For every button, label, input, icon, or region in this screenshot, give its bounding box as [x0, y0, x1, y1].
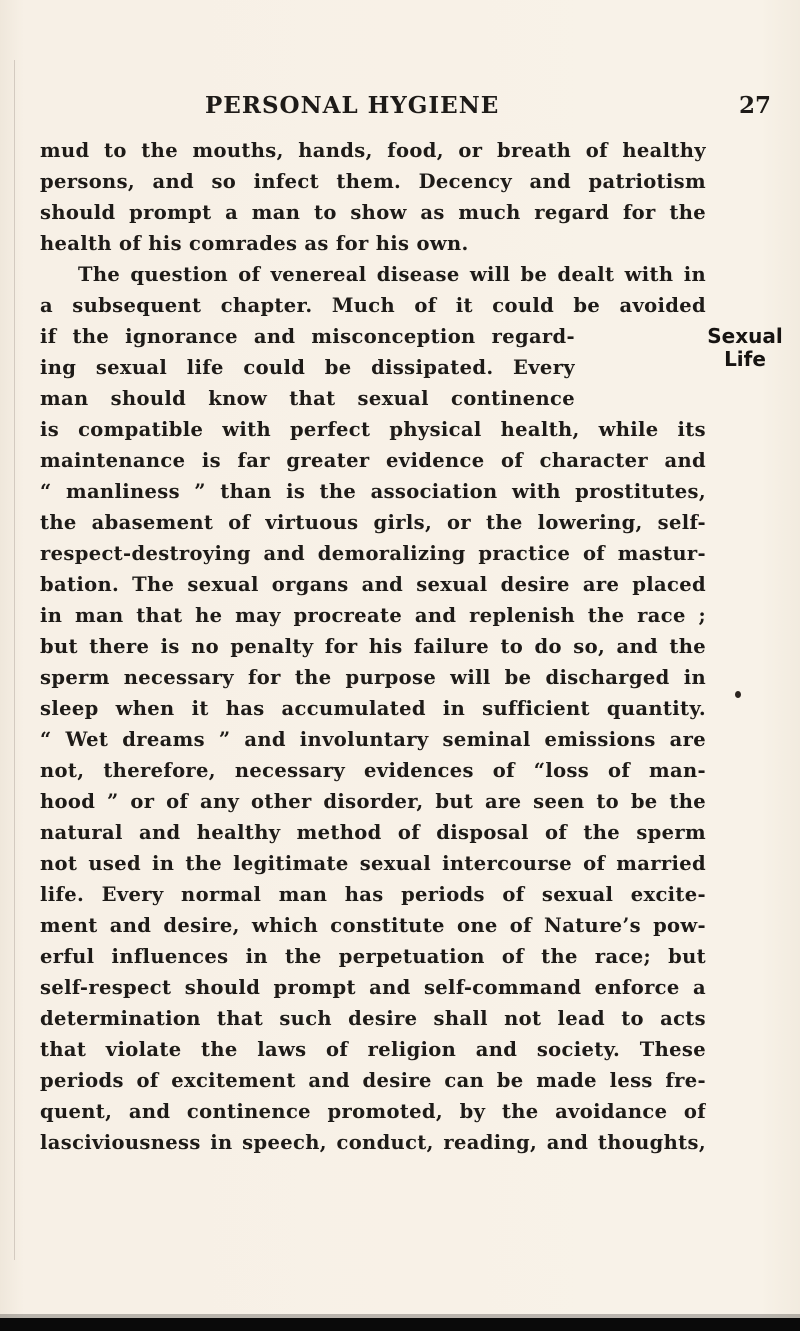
- text-line: should prompt a man to show as much regard for the: [40, 201, 706, 224]
- margin-note: [707, 325, 783, 371]
- text-line: “ manliness ” than is the association with prostitutes,: [40, 480, 706, 503]
- page-edge-line: [14, 60, 15, 1260]
- text-line: natural and healthy method of disposal of the sperm: [40, 821, 706, 844]
- text-line: self-respect should prompt and self-command enforce a: [40, 976, 706, 999]
- text-line: man should know that sexual continence: [40, 387, 575, 410]
- margin-note-line: Sexual: [707, 324, 783, 348]
- text-line: sperm necessary for the purpose will be discharged in: [40, 666, 706, 689]
- text-line: The question of venereal disease will be dealt with in: [78, 263, 706, 286]
- text-line: if the ignorance and misconception regard-: [40, 325, 575, 348]
- text-line: in man that he may procreate and replenish the race ;: [40, 604, 706, 627]
- ink-speck: [735, 691, 741, 698]
- text-line: not used in the legitimate sexual intercourse of married: [40, 852, 706, 875]
- body-text: [40, 135, 706, 1158]
- text-line: ment and desire, which constitute one of Nature’s pow-: [40, 914, 706, 937]
- running-head: PERSONAL HYGIENE: [205, 92, 500, 119]
- margin-note-line: Life: [724, 347, 766, 371]
- text-line: mud to the mouths, hands, food, or breath of healthy: [40, 139, 706, 162]
- text-line: bation. The sexual organs and sexual desire are placed: [40, 573, 706, 596]
- text-line: “ Wet dreams ” and involuntary seminal emissions are: [40, 728, 706, 751]
- text-line: persons, and so infect them. Decency and patriotism: [40, 170, 706, 193]
- text-line: that violate the laws of religion and society. These: [40, 1038, 706, 1061]
- text-line: determination that such desire shall not lead to acts: [40, 1007, 706, 1030]
- text-line: ing sexual life could be dissipated. Every: [40, 356, 575, 379]
- text-line: health of his comrades as for his own.: [40, 232, 469, 255]
- text-line: erful influences in the perpetuation of the race; but: [40, 945, 706, 968]
- text-line: respect-destroying and demoralizing practice of mastur-: [40, 542, 706, 565]
- text-line: quent, and continence promoted, by the avoidance of: [40, 1100, 706, 1123]
- text-line: life. Every normal man has periods of sexual excite-: [40, 883, 706, 906]
- page-header: [205, 92, 779, 124]
- text-line: sleep when it has accumulated in sufficient quantity.: [40, 697, 706, 720]
- text-line: but there is no penalty for his failure to do so, and the: [40, 635, 706, 658]
- text-line: not, therefore, necessary evidences of “loss of man-: [40, 759, 706, 782]
- text-line: hood ” or of any other disorder, but are seen to be the: [40, 790, 706, 813]
- text-line: is compatible with perfect physical health, while its: [40, 418, 706, 441]
- page-number: 27: [738, 92, 771, 119]
- text-line: a subsequent chapter. Much of it could be avoided: [40, 294, 706, 317]
- page-bottom-edge: [0, 1318, 800, 1331]
- text-line: the abasement of virtuous girls, or the lowering, self-: [40, 511, 706, 534]
- text-line: maintenance is far greater evidence of character and: [40, 449, 706, 472]
- text-line: lasciviousness in speech, conduct, reading, and thoughts,: [40, 1131, 706, 1154]
- text-line: periods of excitement and desire can be made less fre-: [40, 1069, 706, 1092]
